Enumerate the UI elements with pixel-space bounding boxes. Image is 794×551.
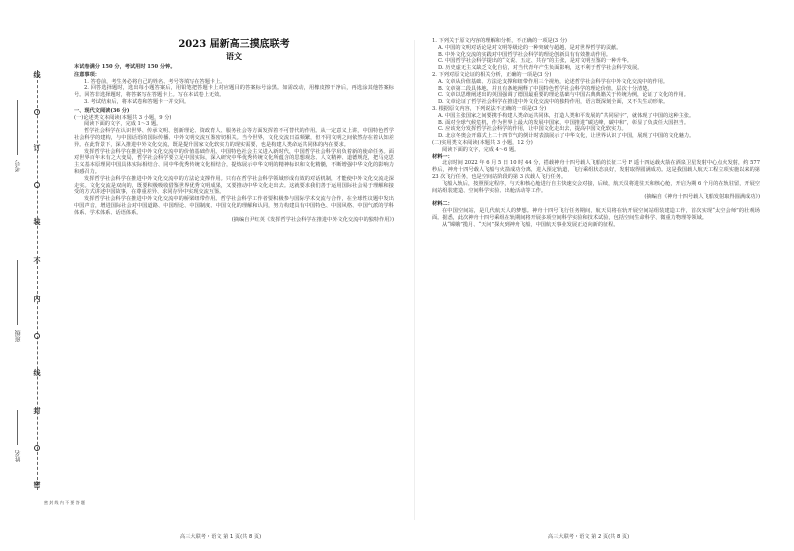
seal-char: 装 xyxy=(33,217,41,226)
margin-underline-kaohao xyxy=(17,100,18,155)
question-option: C. 应该充分发挥哲学社会科学的作用，让中国文化走出去，提高中国文化软实力。 xyxy=(438,126,627,133)
material2-title: 材料二： xyxy=(432,201,453,208)
section1-instruction: 阅读下面的文字，完成 1～3 题。 xyxy=(84,121,162,128)
section1-subheading: (一)论述类文本阅读(本题共 3 小题，9 分) xyxy=(74,114,172,121)
question-2-stem: 2. 下列对原文论证的相关分析，正确的一项是(3 分) xyxy=(432,71,552,78)
question-1-stem: 1. 下列关于原文内容的理解和分析，不正确的一项是(3 分) xyxy=(432,38,567,44)
left-column xyxy=(74,38,394,223)
seal-circle-icon xyxy=(34,333,40,339)
right-column xyxy=(432,38,760,228)
seal-characters xyxy=(31,70,43,490)
seal-char: 密 xyxy=(33,480,41,489)
page-divider xyxy=(414,40,415,520)
passage-citation: (摘编自尹红英《发挥哲学社会科学在推进中外文化交流中的独特作用》) xyxy=(231,216,394,223)
question-option: A. 中国的文明对话论是对文明等级论的一种突破与超越，是对世界哲学的贡献。 xyxy=(438,44,622,51)
section1-heading: 一、现代文阅读(36 分) xyxy=(74,107,130,114)
question-option: D. 文章论证了哲学社会科学在推进中外文化交流中的独特作用，语言既深刻全面，又不失生动形象。 xyxy=(438,99,669,106)
margin-label-banji: 班级 xyxy=(15,330,22,342)
seal-char: 不 xyxy=(33,256,41,265)
footer-right: 高三大联考・语文 第 2 页(共 8 页) xyxy=(548,534,630,540)
section2-heading: (二)实用类文本阅读(本题共 3 小题，12 分) xyxy=(432,139,533,146)
section2-instruction: 阅读下面的文字，完成 4～6 题。 xyxy=(442,146,520,153)
material1-paragraph: 北京时间 2022 年 6 月 5 日 10 时 44 分，搭载神舟十四号载人飞船的长征二号 F 遥十四运载火箭在酒泉卫星发射中心点火发射，约 577 秒后，神舟十四号载人飞船与火箭成功分离，进入预定轨道，飞行乘组状态良好，发射取得圆满成功。这是我国载人航天工程立项实施以来的第 23 次飞行任务，也是空间站阶段的第 3 次载人飞行任务。 xyxy=(432,160,760,180)
material1-title: 材料一： xyxy=(432,153,453,160)
closing-line: 从“嫦娥”揽月、“天问”探火到神舟飞船，中国航天事业发展正迈向新的征程。 xyxy=(442,221,619,228)
question-option: A. 文章从价值基础、方法论支撑和纽带作用三个视角，论述哲学社会科学在中外文化交流中的作用。 xyxy=(438,78,669,85)
note-item: 2. 回答选择题时，选出每小题答案后，用铅笔把答题卡上对应题目的答案标号涂黑。如需改动，用橡皮擦干净后，再选涂其他答案标号。回答非选择题时，将答案写在答题卡上。写在本试卷上无效。 xyxy=(74,85,394,99)
seal-circle-icon xyxy=(34,182,40,188)
seal-char: 内 xyxy=(33,295,41,304)
seal-char: 封 xyxy=(33,407,41,416)
question-option: B. 文章第二段具体地、并且有条地阐释了中国特色哲学社会科学的理论价值，层次十分清楚。 xyxy=(438,85,653,92)
exam-title: 2023 届新高三摸底联考 xyxy=(178,39,290,50)
margin-label-xingming: 姓名 xyxy=(15,450,22,462)
seal-text: 密 封 线 内 不 要 答 题 xyxy=(44,500,85,505)
notes-heading: 注意事项： xyxy=(74,71,100,78)
material1-paragraph: 飞船入轨后，按照预定程序，与天和核心舱进行自主快速交会对接，后续，航天员将进驻天和核心舱，开启为期 6 个月的在轨驻留，开展空间站组装建造、空间科学实验、出舱活动等工作。 xyxy=(432,180,760,194)
material1-citation: (摘编自《神舟十四号载人飞船发射取得圆满成功》) xyxy=(644,194,760,201)
margin-underline-xingming xyxy=(17,410,18,445)
seal-circle-icon xyxy=(34,109,40,115)
question-option: B. 面对全球气候危机，作为世界上最大的发展中国家，中国推进“碳达峰，碳中和”，彰显了负责任大国担当。 xyxy=(438,119,690,126)
passage-paragraph: 发挥哲学社会科学在推进中外文化交流中的价值基础作用。中国特色社会主义进入新时代，中国哲学社会科学肩负着新的使命任务。面对世界百年未有之大变局，哲学社会科学要立足中国实际，深入研究中华优秀传统文化所蕴含的思想观念、人文精神、道德规范，把马克思主义基本原理同中国具体实际相结合、同中华优秀传统文化相结合，提炼展示中华文明的精神标识和文化精髓，不断增强中华文化的影响力和感召力。 xyxy=(74,148,394,175)
margin-label-kaohao: 考号 xyxy=(15,160,22,172)
question-option: D. 北京冬奥会开幕式上二十四节气的倒计时表演展示了中华文化，让世界认识了中国，展现了中国的文化魅力。 xyxy=(438,133,695,140)
question-option: C. 文章以思维阐述出的英国强调了德国最重要的理论基础与中国古典典籍关于传统为例，论证了文化的作用。 xyxy=(438,92,689,99)
margin-underline-banji xyxy=(17,260,18,325)
question-option: A. 中国主张国家之间要携手构建人类命运共同体，打造人类和平发展的“共同屋宇”，就体现了中国的这种主张。 xyxy=(438,112,695,119)
seal-char: 线 xyxy=(33,368,41,377)
exam-subject: 语文 xyxy=(226,51,242,61)
seal-circle-icon xyxy=(34,445,40,451)
footer-left: 高三大联考・语文 第 1 页(共 8 页) xyxy=(180,534,262,540)
passage-paragraph: 哲学社会科学在认识世界、传承文明、创新理论、资政育人、服务社会等方面发挥着不可替代的作用。从一定意义上讲，中国特色哲学社会科学的建构，与中国话语的国际传播、中外文明交流互鉴密切相关。当今世界，文化交流日益频繁，但不同文明之间依然存在着认知差异。在此背景下，深入推进中外文化交流，既是提升国家文化软实力的现实需要，也是构建人类命运共同体的内在要求。 xyxy=(74,128,394,148)
note-item: 3. 考试结束后，将本试卷和答题卡一并交回。 xyxy=(84,98,190,105)
passage-paragraph: 发挥哲学社会科学在推进中外文化交流中的桥梁纽带作用。哲学社会科学工作者要积极参与国际学术交流与合作，在全球性议题中发出中国声音，增进国际社会对中国道路、中国理论、中国制度、中国文化的理解和认同，努力构建具有中国特色、中国风格、中国气派的学科体系、学术体系、话语体系。 xyxy=(74,196,394,216)
seal-char: 线 xyxy=(33,71,41,79)
passage-paragraph: 发挥哲学社会科学在推进中外文化交流中的方法论支撑作用。只有在哲学社会科学领域形成有效的对话机制，才能使中外文化交流走深走实。文化交流是双向的，既要积极吸收借鉴世界优秀文明成果，又要推动中华文化走出去。这就要求我们善于运用国际社会易于理解和接受的方式讲述中国故事，在尊重差异、求同存异中实现交流互鉴。 xyxy=(74,175,394,196)
note-item: 1. 答卷前，考生务必将自己的姓名、考号等填写在答题卡上。 xyxy=(84,78,226,85)
question-3-stem: 3. 根据原文内容，下列说法不正确的一项是(3 分) xyxy=(432,105,547,112)
question-option: D. 历史虚无主义缺乏文化自信，对当代青年产生负面影响，这不利于哲学社会科学发展。 xyxy=(438,65,643,72)
seal-char: 订 xyxy=(33,144,41,153)
score-info: 本试卷满分 150 分，考试用时 150 分钟。 xyxy=(74,64,176,70)
question-option: C. 中国哲学社会科学提出的“文说、五定、共存”的主张，是对文明互鉴的一种升华。 xyxy=(438,58,632,65)
question-option: B. 中外文化交流的实践对中国哲学社会科学的理论创新具有有效推动作用。 xyxy=(438,51,612,58)
material2-paragraph: 在中国空间站，是几代航天人的梦想。神舟十四号飞行任务期间，航天员将在轨开展空间站组装建造工作，首次实现“太空会师”的壮观场面。据悉，此次神舟十四号乘组在轨期间将开展多项空间科学实验和技术试验，包括空间生命科学、微重力物理等领域。 xyxy=(432,207,760,221)
